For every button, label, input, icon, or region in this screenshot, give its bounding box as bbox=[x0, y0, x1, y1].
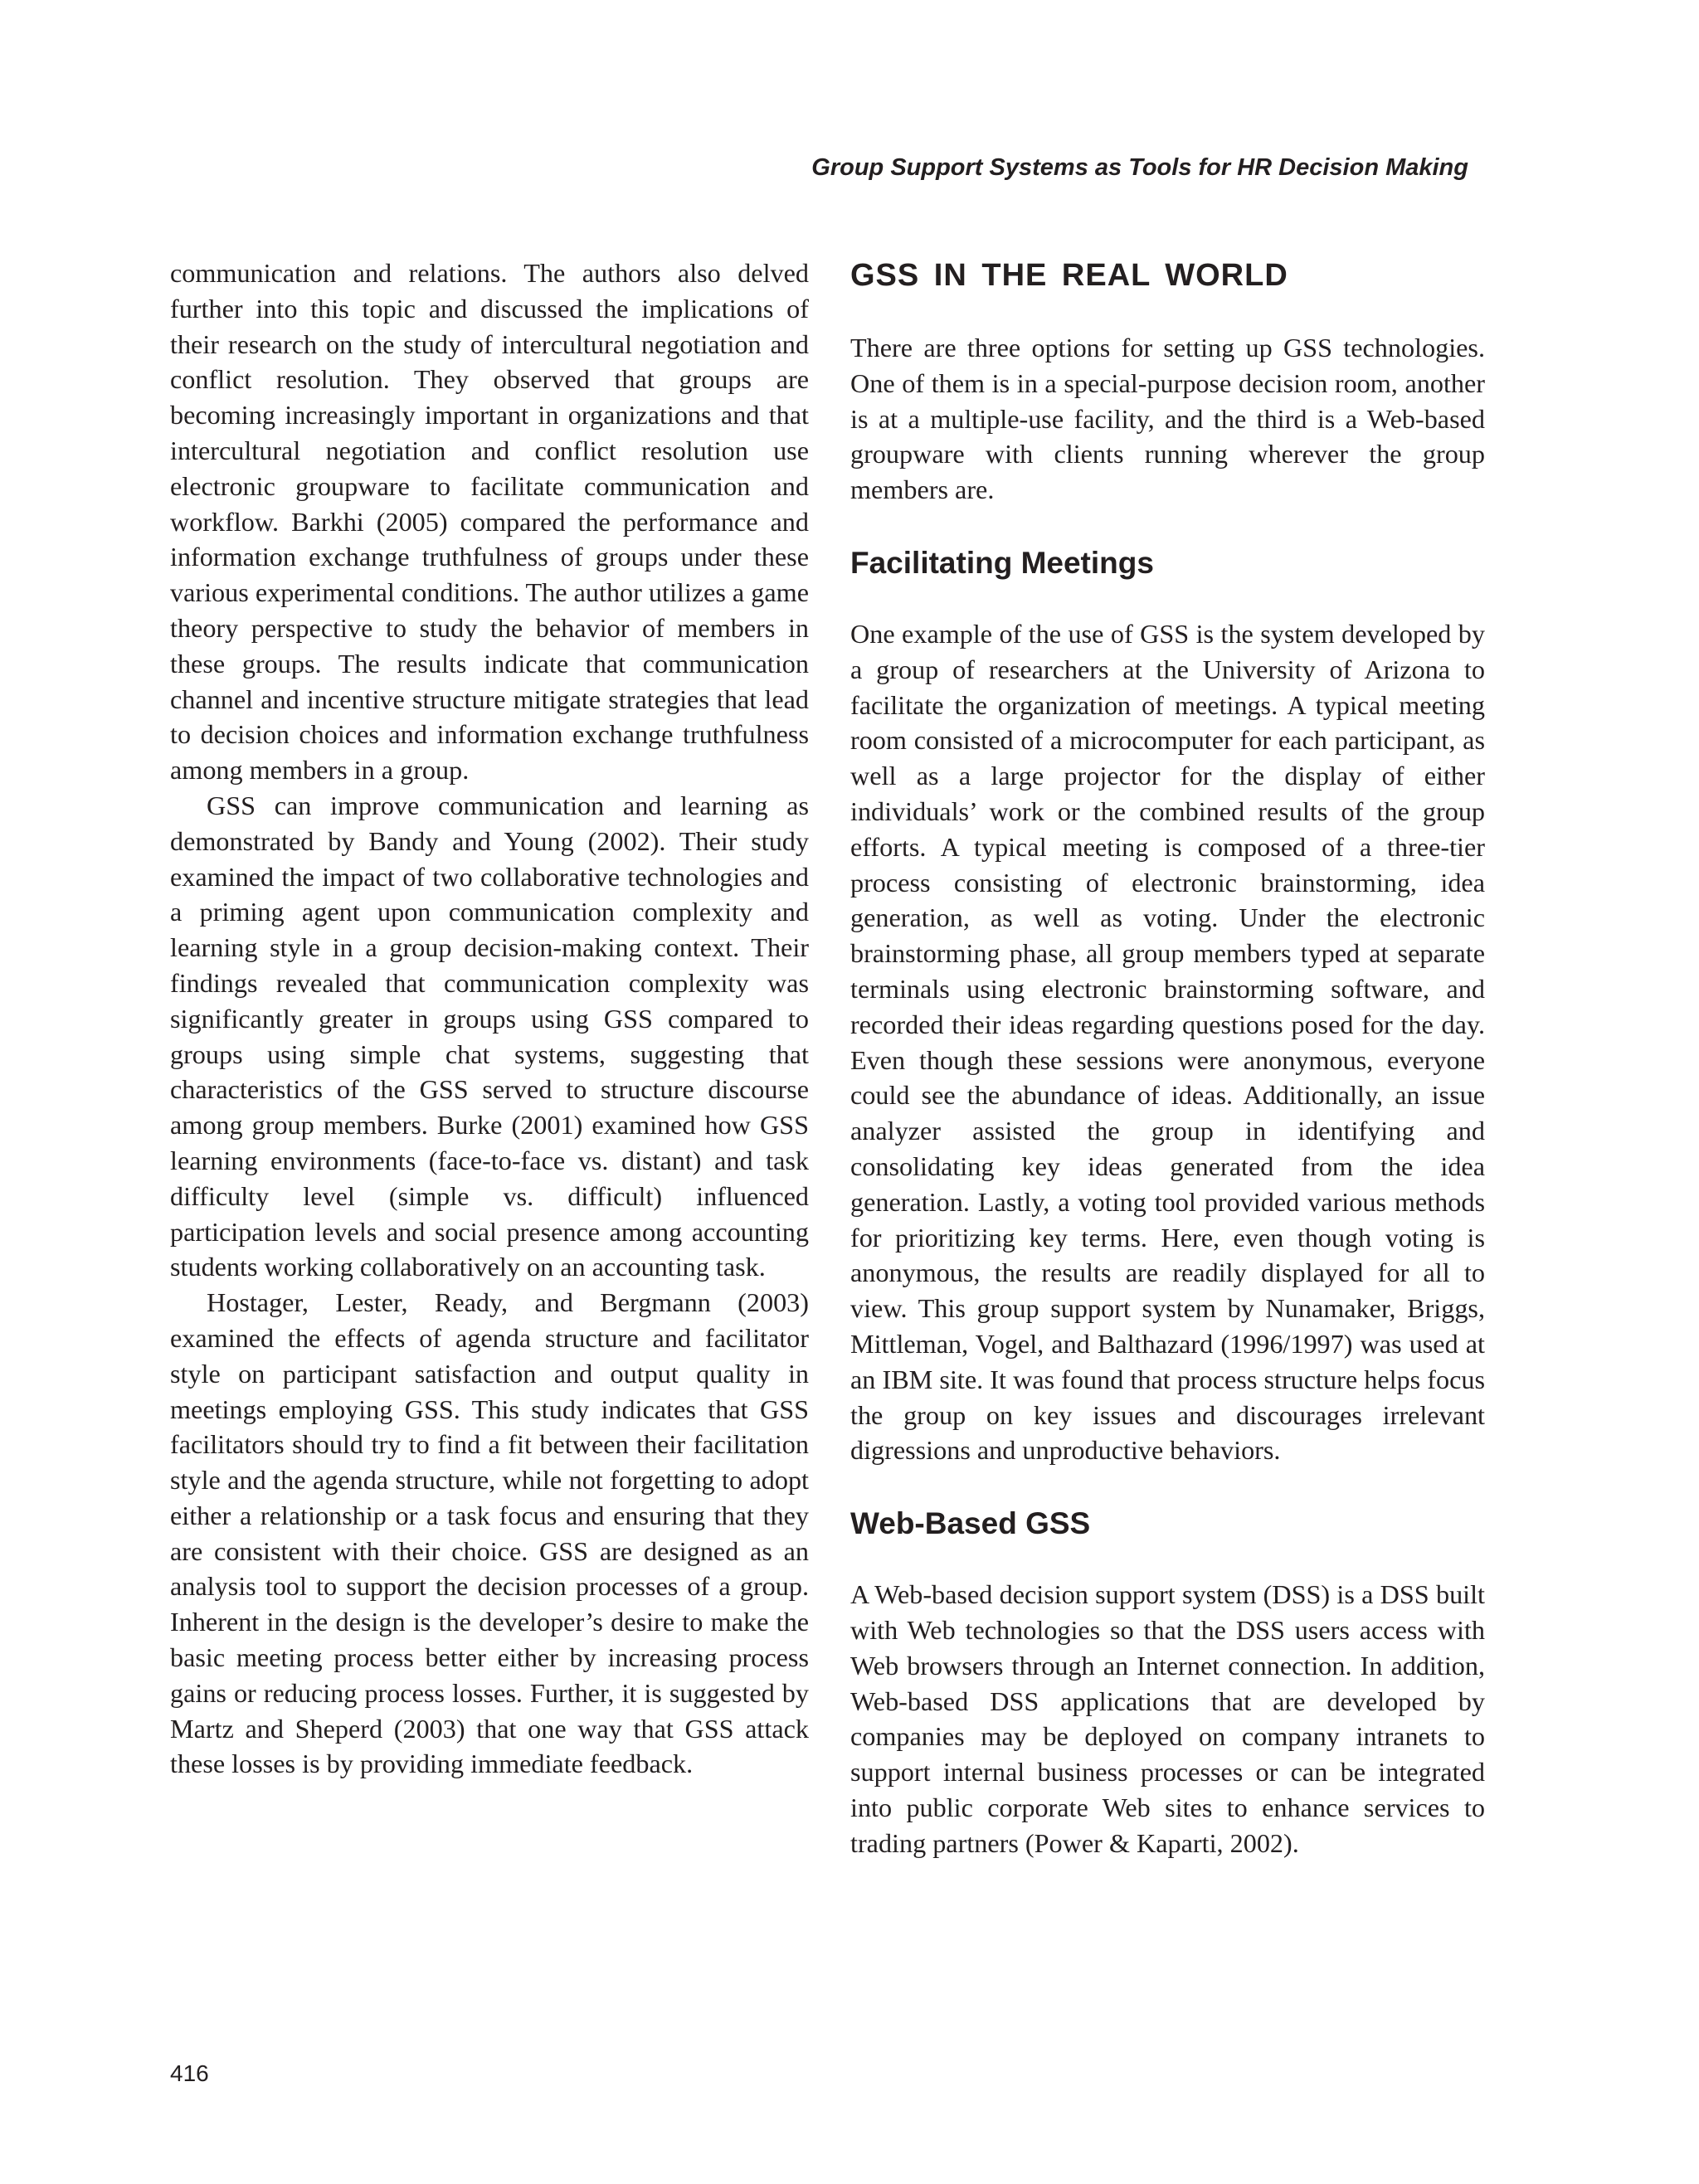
page-number: 416 bbox=[170, 2060, 209, 2086]
section-heading: GSS IN THE REAL WORLD bbox=[850, 258, 1288, 293]
body-paragraph: Hostager, Lester, Ready, and Bergmann (2003) examined the effects of agenda structure and facilitator style on participant satisfaction and output quality in meetings employing GSS. This study indicates that GSS facilitators should try to find a fit between their facilitation style and the agenda structure, while not forgetting to adopt either a relationship or a task focus and ensuring that they are consistent with their choice. GSS are designed as an analysis tool to support the decision processes of a group. Inherent in the design is the developer’s desire to make the basic meeting process better either by increasing process gains or reducing process losses. Further, it is suggested by Martz and Sheperd (2003) that one way that GSS attack these losses is by providing immediate feedback. bbox=[170, 1287, 809, 1779]
body-paragraph: GSS can improve communication and learning as demonstrated by Bandy and Young (2002). Their study examined the impact of two collaborative technologies and a priming agent upon communication complexity and learning style in a group decision-making context. Their findings revealed that communication complexity was significantly greater in groups using GSS compared to groups using simple chat systems, suggesting that characteristics of the GSS served to structure discourse among group members. Burke (2001) examined how GSS learning environments (face-to-face vs. distant) and task difficulty level (simple vs. difficult) influenced participation levels and social presence among accounting students working collaboratively on an accounting task. bbox=[170, 790, 809, 1282]
subsection-heading: Facilitating Meetings bbox=[850, 545, 1154, 580]
left-column bbox=[170, 255, 809, 1782]
running-head: Group Support Systems as Tools for HR Decision Making bbox=[811, 154, 1468, 181]
body-paragraph: communication and relations. The authors also delved further into this topic and discussed the implications of their research on the study of intercultural negotiation and conflict resolution. They observed that groups are becoming increasingly important in organizations and that intercultural negotiation and conflict resolution use electronic groupware to facilitate communication and workflow. Barkhi (2005) compared the performance and information exchange truthfulness of groups under these various experimental conditions. The author utilizes a game theory perspective to study the behavior of members in these groups. The results indicate that communication channel and incentive structure mitigate strategies that lead to decision choices and information exchange truthfulness among members in a group. bbox=[170, 258, 809, 786]
body-paragraph: A Web-based decision support system (DSS) is a DSS built with Web technologies so that the DSS users access with Web browsers through an Internet connection. In addition, Web-based DSS applications that are developed by companies may be deployed on company intranets to support internal business processes or can be integrated into public corporate Web sites to enhance services to trading partners (Power & Kaparti, 2002). bbox=[850, 1579, 1485, 1858]
subsection-heading: Web-Based GSS bbox=[850, 1506, 1091, 1541]
body-paragraph: There are three options for setting up GSS technologies. One of them is in a special-purpose decision room, another is at a multiple-use facility, and the third is a Web-based groupware with clients running wherever the group members are. bbox=[850, 333, 1485, 505]
right-column bbox=[850, 255, 1485, 1861]
body-paragraph: One example of the use of GSS is the system developed by a group of researchers at the University of Arizona to facilitate the organization of meetings. A typical meeting room consisted of a microcomputer for each participant, as well as a large projector for the display of either individuals’ work or the combined results of the group efforts. A typical meeting is composed of a three-tier process consisting of electronic brainstorming, idea generation, as well as voting. Under the electronic brainstorming phase, all group members typed at separate terminals using electronic brainstorming software, and recorded their ideas regarding questions posed for the day. Even though these sessions were anonymous, everyone could see the abundance of ideas. Additionally, an issue analyzer assisted the group in identifying and consolidating key ideas generated from the idea generation. Lastly, a voting tool provided various methods for prioritizing key terms. Here, even though voting is anonymous, the results are readily displayed for all to view. This group support system by Nunamaker, Briggs, Mittleman, Vogel, and Balthazard (1996/1997) was used at an IBM site. It was found that process structure helps focus the group on key issues and discourages irrelevant digressions and unproductive behaviors. bbox=[850, 618, 1485, 1466]
